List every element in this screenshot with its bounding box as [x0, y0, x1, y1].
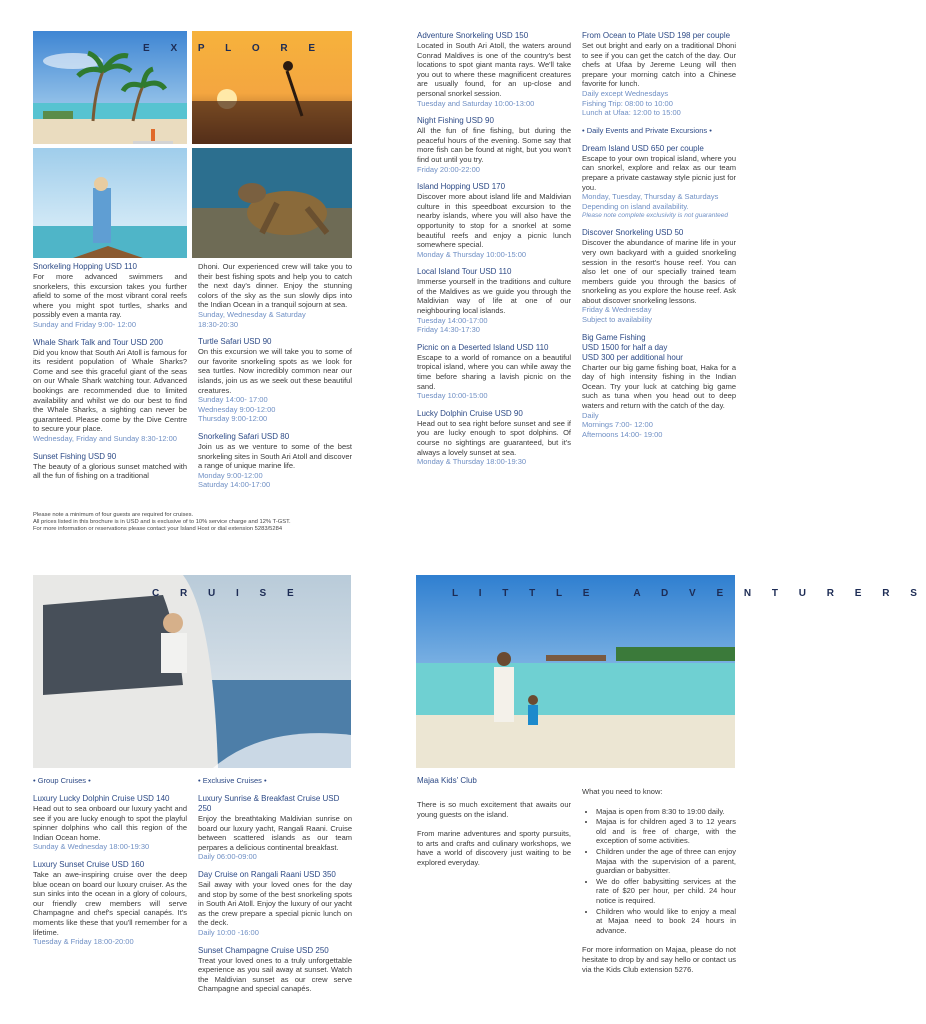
- cruise-title-text: Luxury Sunrise & Breakfast Cruise USD 250: [198, 794, 340, 813]
- excursion-schedule: Sunday 14:00- 17:00: [198, 395, 268, 405]
- kids-club-info: [582, 787, 736, 974]
- excursion-schedule: Depending on island availability.: [582, 201, 689, 211]
- excursion-description: Immerse yourself in the traditions and culture of the Maldives as we guide you through the Maldivian way of life at one of our neighbouring local islands.: [417, 277, 571, 316]
- excursion-schedule: Thursday 9:00-12:00: [198, 414, 268, 424]
- excursion-title: USD 300 per additional hour: [582, 352, 683, 362]
- kids-paragraph: There is so much excitement that awaits our young guests on the island.: [417, 800, 571, 819]
- brochure-notes: [33, 512, 363, 534]
- excursion-description: For more advanced swimmers and snorkelers, this excursion takes you further afield to some of the most vibrant coral reefs where you might spot turtles, sharks and possibly even a manta ray.: [33, 272, 187, 320]
- cruise-description: Head out to sea onboard our luxury yacht and see if you are lucky enough to spot the playful spinner dolphins who call this region of the Indian Ocean home.: [33, 804, 187, 842]
- excursion-schedule: Friday 14:30-17:30: [417, 325, 480, 335]
- excursion-description: Located in South Ari Atoll, the waters around Conrad Maldives is one of the country's best locations to spot giant manta rays. We'll take you out to where these magnificent creatures are usually found, for an up-close and personal snorkel session.: [417, 41, 571, 98]
- excursion-title: From Ocean to Plate USD 198 per couple: [582, 31, 731, 40]
- woman-boat-photo: [33, 148, 187, 258]
- note-line: Please note a minimum of four guests are required for cruises.: [33, 512, 194, 518]
- excursion-schedule: Lunch at Ufaa: 12:00 to 15:00: [582, 108, 681, 118]
- excursion-schedule: Monday & Thursday 10:00-15:00: [417, 249, 527, 259]
- excursion-description: Charter our big game fishing boat, Haka for a day of high intensity fishing in the Indian Ocean. Try your luck at catching big game such as tuna when you head out to deep waters and return with the catch of the day.: [582, 362, 736, 411]
- turtle-photo: [192, 148, 352, 258]
- excursion-schedule: Afternoons 14:00- 19:00: [582, 429, 663, 439]
- cruise-schedule: Daily 10:00 -16:00: [198, 927, 259, 937]
- excursion-schedule: Wednesday 9:00-12:00: [198, 404, 276, 414]
- excursion-description: Escape to your own tropical island, where you can snorkel, explore and relax as our team prepare a private castaway style picnic just for you.: [582, 153, 736, 192]
- kids-more-info: For more information on Majaa, please do not hesitate to drop by and say hello or contact us via the Kids Club extension 5276.: [582, 945, 736, 974]
- excursion-schedule: Tuesday and Saturday 10:00-13:00: [417, 98, 535, 108]
- excursion-schedule: Tuesday 10:00-15:00: [417, 391, 488, 401]
- list-item: • Children who would like to enjoy a meal at Majaa need to book 24 hours in advance.: [596, 907, 736, 936]
- cruise-title: C R U I S E: [152, 588, 303, 599]
- excursion-title: Night Fishing USD 90: [417, 116, 494, 126]
- explore-column-3: [417, 31, 571, 475]
- excursion-description: Discover the abundance of marine life in your very own backyard with a guided snorkeling session in the resort's house reef. You can also let one of our specially trained team members guide you through the basics of snorkeling as you explore the house reef. Ask about discover snorkeling lessons.: [582, 238, 736, 305]
- excursion-schedule: Fishing Trip: 08:00 to 10:00: [582, 98, 673, 108]
- excursion-schedule: Tuesday 14:00-17:00: [417, 315, 488, 325]
- section-heading: • Group Cruises •: [33, 776, 91, 785]
- section-heading: • Daily Events and Private Excursions •: [582, 125, 712, 135]
- cruise-title-text: Luxury Sunset Cruise USD 160: [33, 859, 145, 869]
- cruise-description: Enjoy the breathtaking Maldivian sunrise on board our luxury yacht, Rangali Raani. Cruise between scattered islands as our team perpares a delicious continental breakfast.: [198, 814, 352, 852]
- excursion-description: Dhoni. Our experienced crew will take you to their best fishing spots and help you to catch the next day's dinner. Enjoy the stunning colors of the sky as the sun slowly dips into the Indian Ocean in a tranquil sojourn at sea.: [198, 262, 352, 310]
- kids-paragraph: From marine adventures and sporty pursuits, to arts and crafts and culinary workshops, we have a world of discovery just waiting to be explored everyday.: [417, 829, 571, 867]
- kids-club-intro: [417, 776, 571, 868]
- excursion-title: Snorkeling Safari USD 80: [198, 431, 290, 441]
- list-item: • Majaa is for children aged 3 to 12 years old and is free of charge, with the exception of some activities.: [596, 817, 736, 846]
- cruise-title-text: Sunset Champagne Cruise USD 250: [198, 945, 329, 955]
- excursion-title: Island Hopping USD 170: [417, 182, 506, 192]
- excursion-schedule: Wednesday, Friday and Sunday 8:30-12:00: [33, 433, 177, 443]
- excursion-schedule: Monday & Thursday 18:00-19:30: [417, 457, 527, 467]
- excursion-schedule: Mornings 7:00- 12:00: [582, 420, 653, 430]
- excursion-schedule: Friday & Wednesday: [582, 305, 652, 315]
- cruise-title-text: Luxury Lucky Dolphin Cruise USD 140: [33, 794, 170, 803]
- excursion-title: USD 1500 for half a day: [582, 342, 668, 352]
- kids-title: L I T T L E A D V E N T U R E R S: [452, 588, 926, 599]
- explore-column-2: [198, 262, 352, 498]
- explore-column-4: [582, 31, 736, 447]
- kids-beach-photo: [416, 575, 735, 768]
- excursion-description: The beauty of a glorious sunset matched with all the fun of fishing on a traditional: [33, 461, 187, 481]
- cruise-description: Take an awe-inspiring cruise over the deep blue ocean on board our luxury cruiser. As the sun sinks into the ocean in a glory of colours, our friendly crew members will serve Champagne and chef's special canapés. It's moments like these that you'll remember for a lifetime.: [33, 869, 187, 937]
- excursion-title: Sunset Fishing USD 90: [33, 451, 117, 461]
- group-cruises-column: [33, 776, 187, 955]
- excursion-title: Picnic on a Deserted Island USD 110: [417, 342, 549, 352]
- excursion-description: Escape to a world of romance on a beautiful tropical island, where you can while away the time before sharing a lavish picnic on the sand.: [417, 352, 571, 391]
- kids-club-title: Majaa Kids' Club: [417, 776, 477, 785]
- excursion-schedule: Daily except Wednesdays: [582, 88, 669, 98]
- note-line: All prices listed in this brochure is in USD and is exclusive of to 10% service charge and 12% T-GST.: [33, 519, 291, 526]
- excursion-title: Discover Snorkeling USD 50: [582, 228, 684, 238]
- excursion-description: Discover more about island life and Maldivian culture in this speedboat excursion to the nearby islands, where you will also have the opportunity to stop for a snorkel at some beautiful reefs and enjoy a picnic lunch somewhere special.: [417, 192, 571, 250]
- explore-title: E X P L O R E: [143, 43, 325, 54]
- excursion-description: Set out bright and early on a traditional Dhoni to see if you can get the catch of the day. Our chefs at Ufaa by Jereme Leung will then prepare your morning catch into a Chinese favorite for lunch.: [582, 41, 736, 89]
- cruise-schedule: Tuesday & Friday 18:00-20:00: [33, 937, 134, 947]
- cruise-description: Sail away with your loved ones for the day and stop by some of the best snorkeling spots in South Ari Atoll. Enjoy the luxury of our yacht as the crew prepare a special picnic lunch on the deck.: [198, 879, 352, 928]
- excursion-schedule: Monday 9:00-12:00: [198, 470, 263, 480]
- excursion-schedule: Sunday and Friday 9:00- 12:00: [33, 319, 136, 329]
- kids-club-points: [582, 807, 736, 936]
- cruise-title-text: Day Cruise on Rangali Raani USD 350: [198, 869, 336, 879]
- excursion-description: On this excursion we will take you to some of our favorite snorkeling spots as we look for sea turtles. Now incredibly common near our islands, join us as we seek out these beautiful creatures.: [198, 347, 352, 395]
- cruise-description: Treat your loved ones to a truly unforgettable experience as you sail away at sunset. Watch the Maldivian sunset as our crew serve Champagne and special canapés.: [198, 955, 352, 994]
- yacht-cruise-photo: [33, 575, 351, 768]
- explore-column-1: [33, 262, 187, 489]
- excursion-title: Dream Island USD 650 per couple: [582, 143, 704, 153]
- excursion-description: Did you know that South Ari Atoll is famous for its resident population of Whale Sharks? Come and see this graceful giant of the seas on our Whale Shark watching tour. Advanced bookings are recommended due to limited availability and whilst we do our best to find the Whale Sharks, a sighting can never be guaranteed. Please come by the Dive Centre to secure your place.: [33, 347, 187, 434]
- excursion-title: Big Game Fishing: [582, 332, 646, 342]
- excursion-schedule: Friday 20:00-22:00: [417, 164, 480, 174]
- excursion-schedule: Saturday 14:00-17:00: [198, 480, 271, 490]
- excursion-description: Join us as we venture to some of the best snorkeling sites in South Ari Atoll and discover a range of unique marine life.: [198, 441, 352, 471]
- list-item: • Children under the age of three can enjoy Majaa with the supervision of a parent, guardian or babysitter.: [596, 847, 736, 876]
- excursion-schedule: 18:30-20:30: [198, 319, 239, 329]
- section-heading: • Exclusive Cruises •: [198, 776, 267, 785]
- excursion-title: Lucky Dolphin Cruise USD 90: [417, 408, 523, 418]
- excursion-note: Please note complete exclusivity is not guaranteed: [582, 212, 728, 220]
- excursion-title: Local Island Tour USD 110: [417, 267, 512, 277]
- exclusive-cruises-column: [198, 776, 352, 1002]
- list-item: • Majaa is open from 8:30 to 19:00 daily.: [596, 807, 736, 817]
- need-to-know-title: What you need to know:: [582, 787, 663, 796]
- excursion-schedule: Sunday, Wednesday & Saturday: [198, 309, 306, 319]
- excursion-schedule: Monday, Tuesday, Thursday & Saturdays: [582, 192, 719, 202]
- list-item: • We do offer babysitting services at the rate of $20 per hour, per child. 24 hour notice is required.: [596, 877, 736, 906]
- excursion-title: Adventure Snorkeling USD 150: [417, 31, 529, 40]
- cruise-schedule: Daily 06:00-09:00: [198, 852, 257, 862]
- excursion-title: Snorkeling Hopping USD 110: [33, 262, 137, 271]
- excursion-description: Head out to sea right before sunset and see if you are lucky enough to spot dolphins. Of course no sightings are guaranteed, but it's always a lovely sunset at sea.: [417, 418, 571, 457]
- excursion-description: All the fun of fine fishing, but during the peaceful hours of the evening. Some say that more fish can be found at night, but you won't find out until you try.: [417, 126, 571, 164]
- excursion-schedule: Subject to availability: [582, 315, 653, 325]
- excursion-title: Whale Shark Talk and Tour USD 200: [33, 337, 163, 347]
- excursion-schedule: Daily: [582, 410, 599, 420]
- excursion-title: Turtle Safari USD 90: [198, 337, 272, 347]
- note-line: For more information or reservations please contact your Island Host or dial extension 5283/5284: [33, 526, 283, 533]
- cruise-schedule: Sunday & Wednesday 18:00-19:30: [33, 842, 150, 852]
